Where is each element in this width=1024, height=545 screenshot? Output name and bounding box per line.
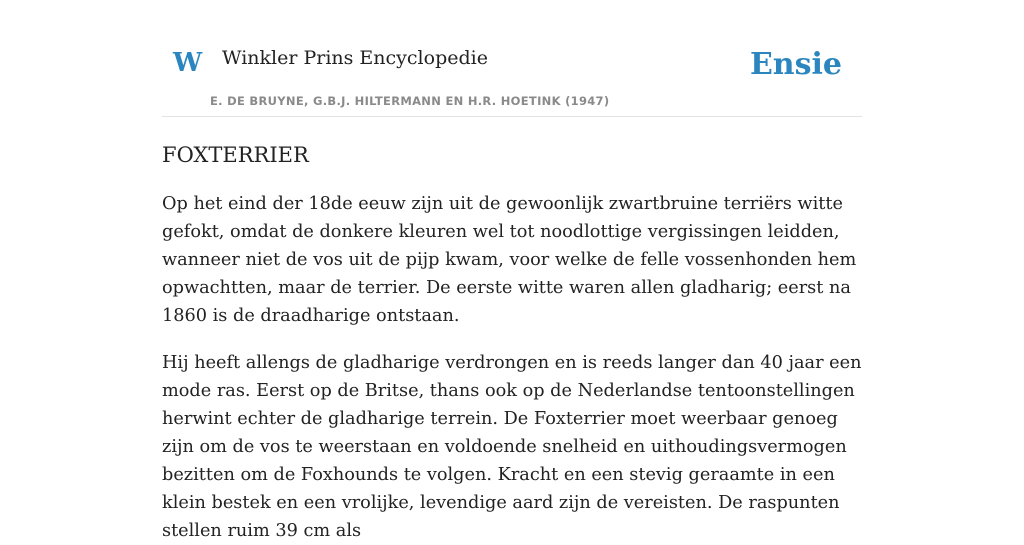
publication-authors: E. DE BRUYNE, G.B.J. HILTERMANN EN H.R. HOETINK (1947) <box>210 94 610 108</box>
header <box>162 0 862 117</box>
publication-title[interactable]: Winkler Prins Encyclopedie <box>222 47 488 69</box>
ensie-brand-logo[interactable]: Ensie <box>749 47 842 82</box>
article-paragraph-2: Hij heeft allengs de gladharige verdrongen en is reeds langer dan 40 jaar een mode ras. Eerst op de Britse, thans ook op de Nederlandse tentoonstellingen herwint echter de gladharige terrein. De Foxterrier moet weerbaar genoeg zijn om de vos te weerstaan en voldoende snelheid en uithoudingsvermogen bezitten om de Foxhounds te volgen. Kracht en een stevig geraamte in een klein bestek en een vrolijke, levendige aard zijn de vereisten. De raspunten stellen ruim 39 cm als <box>162 353 862 541</box>
encyclopedia-logo-icon[interactable]: W <box>173 48 203 78</box>
article-title: FOXTERRIER <box>162 143 309 167</box>
article-paragraph-1: Op het eind der 18de eeuw zijn uit de gewoonlijk zwartbruine terriërs witte gefokt, omdat de donkere kleuren wel tot noodlottige vergissingen leidden, wanneer niet de vos uit de pijp kwam, voor welke de felle vossenhonden hem opwachtten, maar de terrier. De eerste witte waren allen gladharig; eerst na 1860 is de draadharige ontstaan. <box>162 194 857 326</box>
article-content <box>162 140 862 545</box>
